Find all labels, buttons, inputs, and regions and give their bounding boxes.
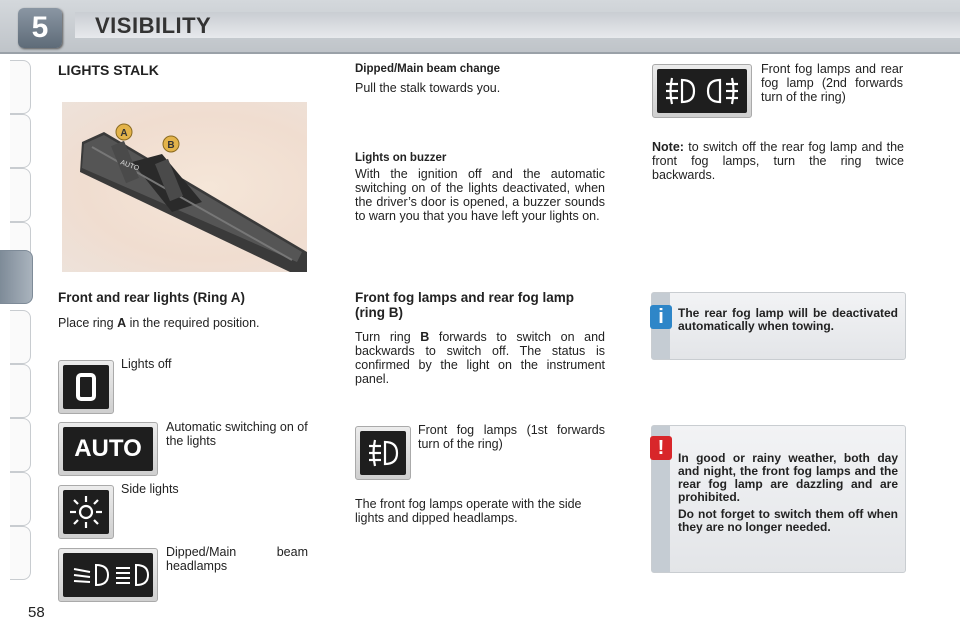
fog-operate-text: The front fog lamps operate with the side lights and dipped headlamps. [355, 497, 582, 525]
chapter-tabs [0, 60, 32, 580]
lights-off-label: Lights off [121, 357, 172, 371]
dipped-main-text: Pull the stalk towards you. [355, 81, 501, 95]
stalk-illustration [62, 102, 307, 272]
fog-note: Note: to switch off the rear fog lamp and the front fog lamps, turn the ring twice backwards. [652, 140, 904, 182]
chapter-tab-10[interactable] [10, 526, 31, 580]
chapter-tab-8[interactable] [10, 418, 31, 472]
info-panel-text: The rear fog lamp will be deactivated automatically when towing. [678, 306, 898, 333]
front-fog-label: Front fog lamps (1st forwards turn of the ring) [418, 423, 605, 451]
chapter-tab-9[interactable] [10, 472, 31, 526]
page-number: 58 [28, 604, 45, 621]
chapter-tab-2[interactable] [10, 114, 31, 168]
dipped-main-heading: Dipped/Main beam change [355, 63, 501, 75]
lights-off-icon [58, 360, 114, 414]
warning-panel [651, 425, 906, 573]
lights-stalk-photo [62, 102, 307, 272]
front-rear-fog-label: Front fog lamps and rear fog lamp (2nd forwards turn of the ring) [761, 62, 903, 104]
info-panel [651, 292, 906, 360]
lights-stalk-title: LIGHTS STALK [58, 62, 159, 78]
warning-panel-text-2: Do not forget to switch them off when they are no longer needed. [678, 507, 898, 534]
stalk-auto-text: AUTO [119, 159, 140, 173]
chapter-title: VISIBILITY [95, 13, 212, 38]
headlamps-icon [58, 548, 158, 602]
auto-icon: AUTO [58, 422, 158, 476]
chapter-tab-6[interactable] [10, 310, 31, 364]
warning-icon: ! [650, 436, 672, 460]
marker-b: B [167, 140, 175, 151]
fog-heading: Front fog lamps and rear fog lamp (ring B) [355, 290, 575, 320]
warning-panel-text-1: In good or rainy weather, both day and night, the front fog lamps and the rear fog lamp are dazzling and are prohibited. [678, 451, 898, 504]
side-lights-label: Side lights [121, 482, 179, 496]
chapter-number-badge: 5 [18, 8, 62, 48]
side-lights-icon [58, 485, 114, 539]
front-fog-icon [355, 426, 411, 480]
chapter-tab-3[interactable] [10, 168, 31, 222]
buzzer-heading: Lights on buzzer [355, 152, 447, 164]
info-icon: i [650, 305, 672, 329]
front-rear-fog-icon [652, 64, 752, 118]
auto-label: Automatic switching on of the lights [166, 420, 308, 448]
headlamps-label: Dipped/Main beam headlamps [166, 545, 308, 573]
marker-a: A [120, 128, 128, 139]
fog-turn-text: Turn ring B forwards to switch on and backwards to switch off. The status is confirmed by the light on the instrument panel. [355, 330, 605, 386]
ring-a-intro: Place ring A in the required position. [58, 316, 260, 330]
page-header [0, 0, 960, 54]
buzzer-text: With the ignition off and the automatic switching on of the lights deactivated, when the driver’s door is opened, a buzzer sounds to warn you that you have left your lights on. [355, 167, 605, 223]
chapter-tab-5-active[interactable] [0, 250, 33, 304]
chapter-tab-1[interactable] [10, 60, 31, 114]
front-rear-lights-heading: Front and rear lights (Ring A) [58, 290, 245, 305]
chapter-tab-7[interactable] [10, 364, 31, 418]
